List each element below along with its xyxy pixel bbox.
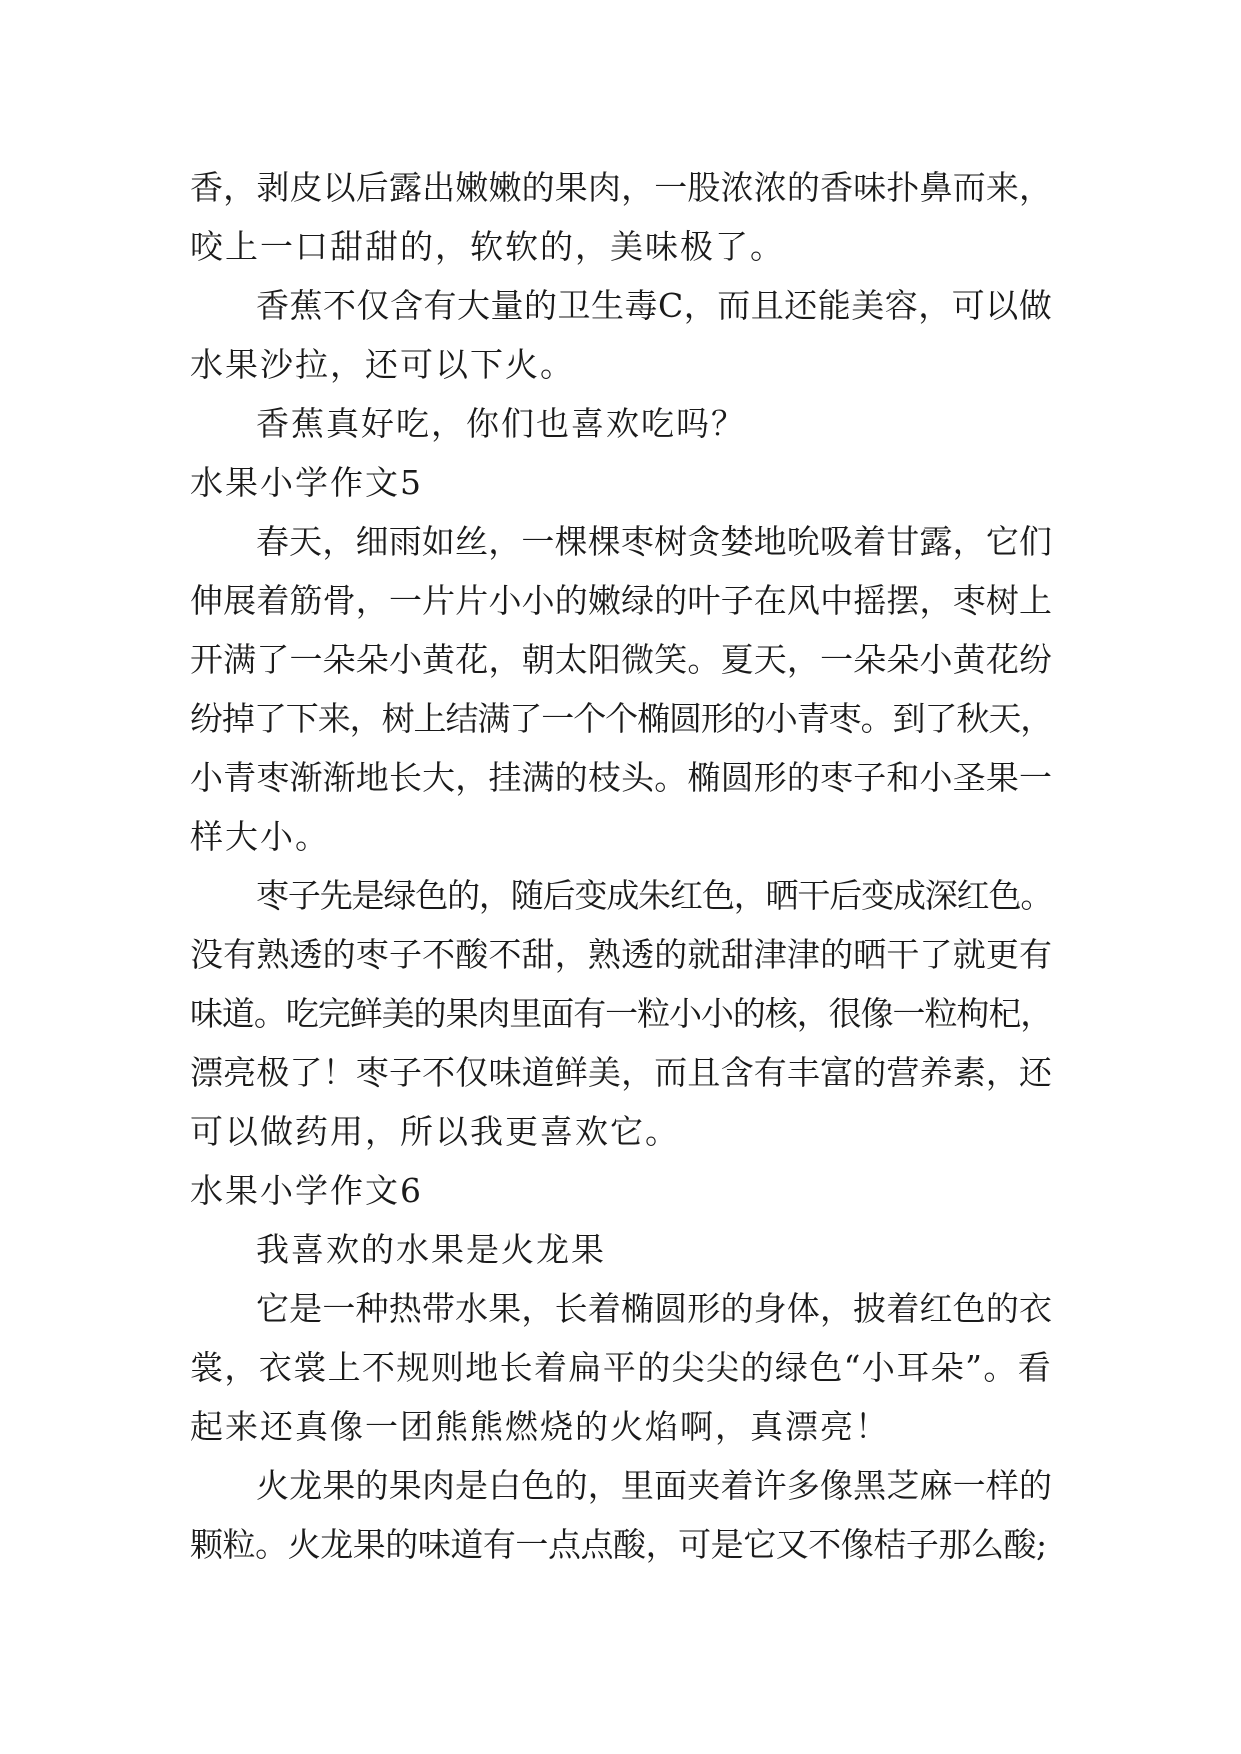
paragraph <box>190 276 1052 394</box>
paragraph <box>190 394 1052 453</box>
text-line: 它是一种热带水果，长着椭圆形的身体，披着红色的衣 <box>256 1289 1052 1328</box>
text-line: 开满了一朵朵小黄花，朝太阳微笑。夏天，一朵朵小黄花纷 <box>190 640 1052 679</box>
text-line: 没有熟透的枣子不酸不甜，熟透的就甜津津的晒干了就更有 <box>190 935 1052 974</box>
paragraph <box>190 158 1052 276</box>
text-line: 枣子先是绿色的，随后变成朱红色，晒干后变成深红色。 <box>256 876 1052 915</box>
text-line: 裳，衣裳上不规则地长着扁平的尖尖的绿色“小耳朵”。看 <box>190 1348 1052 1387</box>
text-line: 小青枣渐渐地长大，挂满的枝头。椭圆形的枣子和小圣果一 <box>190 758 1052 797</box>
text-line: 起来还真像一团熊熊燃烧的火焰啊，真漂亮！ <box>190 1407 890 1446</box>
paragraph <box>190 1220 1052 1279</box>
text-line: 我喜欢的水果是火龙果 <box>256 1230 606 1269</box>
text-line: 样大小。 <box>190 817 330 856</box>
text-line: 香蕉真好吃，你们也喜欢吃吗？ <box>256 404 746 443</box>
text-line: 水果沙拉，还可以下火。 <box>190 345 575 384</box>
paragraph <box>190 1456 1052 1574</box>
text-line: 漂亮极了！枣子不仅味道鲜美，而且含有丰富的营养素，还 <box>190 1053 1052 1092</box>
text-line: 春天，细雨如丝，一棵棵枣树贪婪地吮吸着甘露，它们 <box>256 522 1052 561</box>
text-line: 味道。吃完鲜美的果肉里面有一粒小小的核，很像一粒枸杞， <box>190 994 1052 1033</box>
paragraph <box>190 512 1052 866</box>
text-line: 可以做药用，所以我更喜欢它。 <box>190 1112 680 1151</box>
text-line: 香，剥皮以后露出嫩嫩的果肉，一股浓浓的香味扑鼻而来， <box>190 168 1052 207</box>
text-line: 香蕉不仅含有大量的卫生毒C，而且还能美容，可以做 <box>256 286 1052 325</box>
text-line: 颗粒。火龙果的味道有一点点酸，可是它又不像桔子那么酸; <box>190 1525 1047 1564</box>
text-line: 火龙果的果肉是白色的，里面夹着许多像黑芝麻一样的 <box>256 1466 1052 1505</box>
text-line: 纷掉了下来，树上结满了一个个椭圆形的小青枣。到了秋天， <box>190 699 1052 738</box>
text-line: 伸展着筋骨，一片片小小的嫩绿的叶子在风中摇摆，枣树上 <box>190 581 1052 620</box>
paragraph <box>190 866 1052 1161</box>
paragraph <box>190 1279 1052 1456</box>
section-heading: 水果小学作文6 <box>190 1171 423 1210</box>
text-line: 咬上一口甜甜的，软软的，美味极了。 <box>190 227 785 266</box>
document-body <box>190 158 1052 1574</box>
section-heading: 水果小学作文5 <box>190 463 423 502</box>
